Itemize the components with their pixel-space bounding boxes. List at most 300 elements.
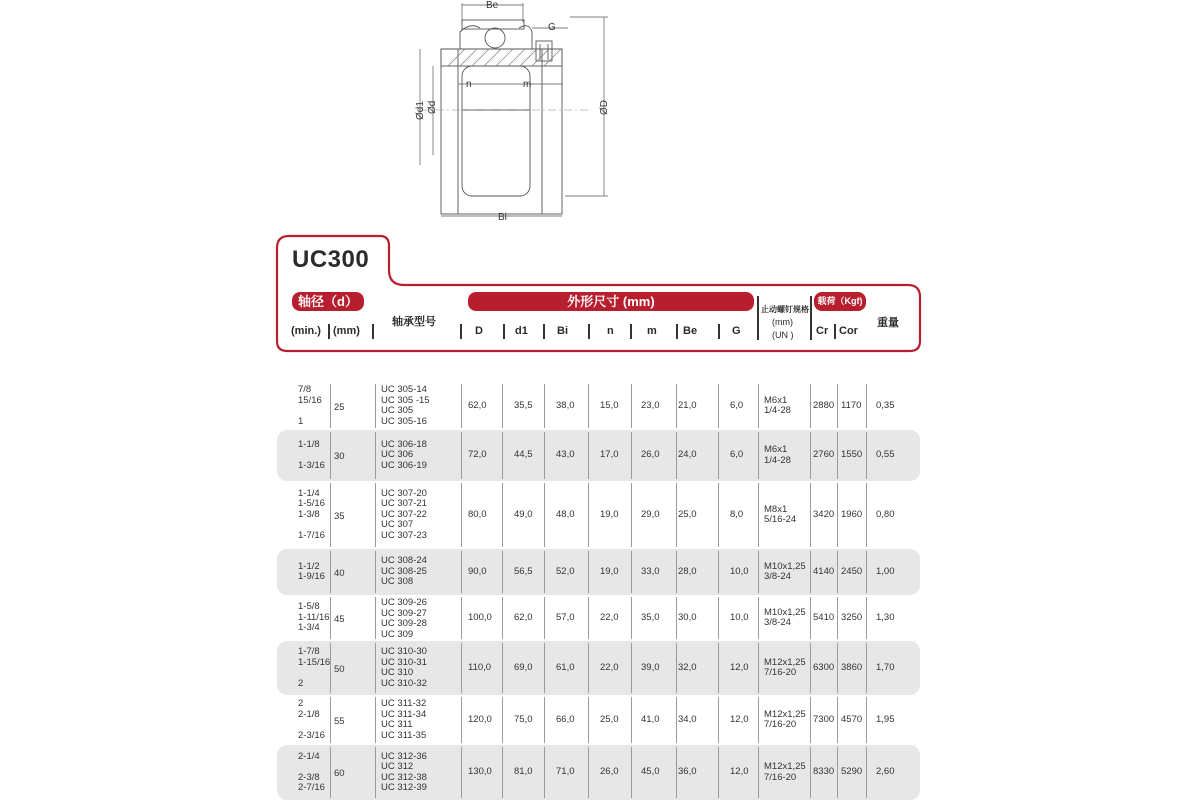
- dim-m: 39,0: [641, 661, 660, 673]
- inch-size: 15/16: [298, 394, 322, 406]
- column-divider: [544, 384, 545, 428]
- dim-m: 45,0: [641, 766, 660, 778]
- min-label: (min.): [291, 325, 321, 337]
- bearing-model: UC 307-21: [381, 498, 427, 510]
- dim-m: 41,0: [641, 713, 660, 725]
- bearing-model: UC 308: [381, 576, 414, 588]
- column-divider: [544, 432, 545, 479]
- inch-size: 1-7/16: [298, 529, 325, 541]
- column-divider: [758, 643, 759, 693]
- column-divider: [676, 551, 677, 593]
- load-cor: 1960: [841, 508, 863, 520]
- bearing-model: UC 306: [381, 449, 414, 461]
- dim-be: 30,0: [678, 611, 697, 623]
- load-cor: 5290: [841, 766, 863, 778]
- weight: 0,55: [876, 449, 895, 461]
- bearing-model-header: 轴承型号: [392, 316, 436, 328]
- column-divider: [330, 747, 331, 798]
- column-divider: [837, 697, 838, 743]
- column-divider: [461, 597, 462, 639]
- bearing-model: UC 311: [381, 719, 413, 730]
- shaft-mm: 55: [334, 715, 345, 727]
- load-cr: 8330: [813, 766, 835, 778]
- bearing-outline: [441, 49, 562, 214]
- column-divider: [631, 643, 632, 693]
- column-divider: [330, 483, 331, 547]
- column-divider: [810, 697, 811, 743]
- column-divider: [375, 747, 376, 798]
- dim-d1: 75,0: [514, 713, 533, 725]
- column-divider: [544, 597, 545, 639]
- dim-g: 10,0: [730, 565, 749, 577]
- inch-size: 1-1/4: [298, 487, 320, 499]
- setscrew-spec: 3/8-24: [764, 571, 791, 582]
- column-divider: [676, 643, 677, 693]
- bearing-model: UC 309: [381, 628, 414, 640]
- table-row: [277, 695, 920, 745]
- load-cor: 1170: [841, 399, 862, 411]
- header-divider: [372, 324, 374, 339]
- dim-d1: 44,5: [514, 449, 533, 461]
- col-Be-header: Be: [683, 325, 698, 337]
- bearing-model: UC 310-32: [381, 677, 427, 689]
- dim-n: 26,0: [600, 766, 619, 778]
- bearing-model: UC 310: [381, 667, 414, 678]
- load-cr: 3420: [813, 508, 835, 520]
- shaft-diameter-pill: 轴径（d）: [292, 292, 364, 311]
- dim-g: 10,0: [730, 611, 749, 623]
- column-divider: [676, 597, 677, 639]
- table-row: [277, 641, 920, 695]
- table-row: [277, 745, 920, 800]
- bearing-model: UC 306-18: [381, 438, 427, 450]
- column-divider: [461, 551, 462, 593]
- dim-g: 6,0: [730, 399, 744, 411]
- column-divider: [866, 483, 867, 547]
- inch-size: 1-15/16: [298, 656, 331, 668]
- dimensions-pill: 外形尺寸 (mm): [468, 292, 754, 311]
- col-d1-header: d1: [515, 325, 528, 337]
- column-divider: [461, 432, 462, 479]
- table-row: [277, 549, 920, 595]
- column-divider: [676, 747, 677, 798]
- col-Cor-header: Cor: [839, 325, 858, 337]
- dim-d1: 49,0: [514, 508, 533, 520]
- column-divider: [810, 551, 811, 593]
- column-divider: [588, 597, 589, 639]
- dim-g: 6,0: [730, 449, 744, 461]
- column-divider: [810, 643, 811, 693]
- weight: 0,80: [876, 508, 895, 520]
- load-cr: 5410: [813, 611, 835, 623]
- column-divider: [631, 697, 632, 743]
- bearing-model: UC 311-35: [381, 729, 427, 741]
- column-divider: [718, 747, 719, 798]
- inch-size: 2-3/8: [298, 771, 320, 783]
- load-cor: 3860: [841, 661, 863, 673]
- column-divider: [588, 643, 589, 693]
- bearing-model: UC 312-36: [381, 750, 427, 762]
- column-divider: [544, 697, 545, 743]
- dim-d-label: Ød: [427, 100, 438, 114]
- bearing-model: UC 312-38: [381, 771, 427, 783]
- dim-m-label: m: [523, 79, 532, 90]
- setscrew-spec: M12x1,25: [764, 656, 806, 668]
- dim-d1: 69,0: [514, 661, 533, 673]
- column-divider: [375, 483, 376, 547]
- column-divider: [502, 597, 503, 639]
- bearing-model: UC 307-20: [381, 487, 427, 499]
- inch-size: 1-1/2: [298, 560, 320, 572]
- dim-bi: 38,0: [556, 399, 575, 411]
- inch-size: 1-7/8: [298, 646, 320, 657]
- table-row: [277, 595, 920, 641]
- setscrew-spec: 7/16-20: [764, 771, 797, 783]
- shaft-mm: 35: [334, 510, 345, 522]
- dim-m: 26,0: [641, 449, 660, 461]
- dim-be: 25,0: [678, 508, 697, 520]
- col-m-header: m: [647, 325, 657, 337]
- setscrew-un: (UN ): [772, 330, 794, 340]
- column-divider: [544, 551, 545, 593]
- bearing-model: UC 307: [381, 519, 414, 531]
- header-divider: [328, 324, 330, 339]
- inch-size: 1-5/16: [298, 498, 325, 510]
- dim-be: 21,0: [678, 399, 697, 411]
- series-title: UC300: [292, 246, 370, 273]
- dim-d1-label: Ød1: [415, 101, 426, 120]
- dim-d: 72,0: [468, 449, 487, 461]
- column-divider: [544, 643, 545, 693]
- header-divider: [757, 296, 759, 340]
- load-pill: 载荷（Kgf): [814, 292, 866, 311]
- table-row: [277, 481, 920, 549]
- inch-size: 1-5/8: [298, 601, 320, 613]
- header-divider: [543, 324, 545, 339]
- dim-d1: 62,0: [514, 611, 533, 623]
- setscrew-spec: 7/16-20: [764, 719, 797, 730]
- shaft-mm: 25: [334, 401, 345, 413]
- dim-bi-label: Bi: [498, 212, 507, 223]
- dim-d: 110,0: [468, 661, 492, 673]
- dim-g: 12,0: [730, 661, 749, 673]
- dim-n: 19,0: [600, 508, 619, 520]
- column-divider: [588, 551, 589, 593]
- dim-n-label: n: [466, 79, 472, 90]
- inch-size: 7/8: [298, 384, 312, 395]
- column-divider: [676, 384, 677, 428]
- column-divider: [810, 597, 811, 639]
- bearing-model: UC 307-22: [381, 508, 427, 520]
- shaft-mm: 60: [334, 768, 345, 780]
- inch-size: 2-1/8: [298, 708, 320, 720]
- dim-d1: 56,5: [514, 565, 533, 577]
- setscrew-mm: (mm): [772, 317, 793, 327]
- column-divider: [375, 551, 376, 593]
- weight-header: 重量: [877, 317, 899, 329]
- weight: 1,00: [876, 565, 895, 577]
- col-D-header: D: [475, 325, 483, 337]
- dim-bi: 66,0: [556, 713, 575, 725]
- dim-be: 34,0: [678, 713, 697, 725]
- column-divider: [837, 747, 838, 798]
- dim-bi: 43,0: [556, 449, 575, 461]
- column-divider: [718, 643, 719, 693]
- setscrew-spec: 5/16-24: [764, 514, 797, 525]
- bearing-model: UC 312-39: [381, 782, 427, 793]
- dim-d: 62,0: [468, 399, 487, 411]
- setscrew-spec: M8x1: [764, 503, 788, 515]
- dim-bi: 52,0: [556, 565, 575, 577]
- mm-label: (mm): [333, 325, 360, 337]
- dim-d: 100,0: [468, 611, 492, 623]
- column-divider: [544, 483, 545, 547]
- bearing-drawing: [0, 0, 1200, 230]
- weight: 1,30: [876, 611, 895, 623]
- inch-size: 2-7/16: [298, 782, 325, 793]
- shaft-mm: 40: [334, 567, 345, 579]
- bearing-model: UC 309-26: [381, 597, 427, 608]
- hatched-section: [441, 49, 562, 66]
- column-divider: [758, 483, 759, 547]
- dim-m: 29,0: [641, 508, 660, 520]
- setscrew-spec: M12x1,25: [764, 708, 806, 720]
- column-divider: [461, 643, 462, 693]
- column-divider: [866, 747, 867, 798]
- column-divider: [837, 597, 838, 639]
- column-divider: [502, 643, 503, 693]
- dim-be: 24,0: [678, 449, 697, 461]
- column-divider: [461, 747, 462, 798]
- column-divider: [718, 432, 719, 479]
- column-divider: [375, 384, 376, 428]
- column-divider: [631, 551, 632, 593]
- load-cr: 2880: [813, 399, 835, 411]
- column-divider: [502, 384, 503, 428]
- load-cr: 7300: [813, 713, 835, 725]
- dim-d: 130,0: [468, 766, 492, 778]
- column-divider: [866, 697, 867, 743]
- column-divider: [330, 432, 331, 479]
- dim-g: 8,0: [730, 508, 744, 520]
- dim-be: 28,0: [678, 565, 697, 577]
- dim-m: 23,0: [641, 399, 660, 411]
- bearing-model: UC 308-24: [381, 555, 427, 567]
- column-divider: [330, 384, 331, 428]
- shaft-mm: 30: [334, 451, 345, 463]
- column-divider: [676, 483, 677, 547]
- bearing-model: UC 311-34: [381, 708, 427, 720]
- dim-n: 25,0: [600, 713, 619, 725]
- load-cor: 1550: [841, 449, 863, 461]
- column-divider: [758, 384, 759, 428]
- weight: 1,70: [876, 661, 895, 673]
- column-divider: [588, 747, 589, 798]
- column-divider: [631, 384, 632, 428]
- dim-d1: 35,5: [514, 399, 533, 411]
- column-divider: [502, 551, 503, 593]
- inch-size: 1-1/8: [298, 438, 320, 450]
- dim-n: 22,0: [600, 661, 619, 673]
- col-n-header: n: [607, 325, 614, 337]
- col-Bi-header: Bi: [557, 325, 568, 337]
- col-Cr-header: Cr: [816, 325, 829, 337]
- bearing-model: UC 307-23: [381, 529, 427, 541]
- bearing-model: UC 305 -15: [381, 394, 430, 406]
- column-divider: [544, 747, 545, 798]
- column-divider: [330, 597, 331, 639]
- dim-n: 15,0: [600, 399, 619, 411]
- column-divider: [810, 483, 811, 547]
- load-cr: 6300: [813, 661, 835, 673]
- column-divider: [810, 384, 811, 428]
- dim-n: 17,0: [600, 449, 619, 461]
- column-divider: [461, 697, 462, 743]
- column-divider: [631, 747, 632, 798]
- inch-size: 1-9/16: [298, 571, 325, 582]
- setscrew-spec: 3/8-24: [764, 617, 791, 628]
- column-divider: [375, 697, 376, 743]
- shaft-mm: 50: [334, 663, 345, 675]
- column-divider: [502, 432, 503, 479]
- bearing-model: UC 311-32: [381, 698, 427, 709]
- column-divider: [810, 432, 811, 479]
- column-divider: [676, 432, 677, 479]
- header-divider: [588, 324, 590, 339]
- inch-size: 1: [298, 415, 304, 427]
- load-cor: 4570: [841, 713, 863, 725]
- column-divider: [502, 697, 503, 743]
- dim-be-label: Be: [486, 0, 499, 11]
- bearing-model: UC 305: [381, 405, 414, 416]
- dim-bi: 48,0: [556, 508, 575, 520]
- column-divider: [758, 432, 759, 479]
- column-divider: [866, 432, 867, 479]
- dim-D-label: ØD: [599, 100, 610, 115]
- column-divider: [810, 747, 811, 798]
- setscrew-spec: M6x1: [764, 444, 788, 455]
- inch-size: 1-11/16: [298, 611, 330, 623]
- header-divider: [676, 324, 678, 339]
- column-divider: [330, 551, 331, 593]
- inch-size: 1-3/16: [298, 459, 325, 471]
- setscrew-spec: 1/4-28: [764, 454, 791, 466]
- inch-size: 1-3/4: [298, 622, 320, 634]
- column-divider: [837, 643, 838, 693]
- column-divider: [837, 432, 838, 479]
- dim-d: 90,0: [468, 565, 487, 577]
- column-divider: [375, 432, 376, 479]
- dim-m: 35,0: [641, 611, 660, 623]
- inch-size: 2-1/4: [298, 750, 320, 762]
- column-divider: [837, 551, 838, 593]
- dim-g: 12,0: [730, 713, 749, 725]
- column-divider: [502, 747, 503, 798]
- bearing-model: UC 309-28: [381, 618, 427, 629]
- table-row: [277, 382, 920, 430]
- header-divider: [834, 324, 836, 339]
- column-divider: [866, 643, 867, 693]
- setscrew-spec: 7/16-20: [764, 667, 797, 678]
- dim-bi: 71,0: [556, 766, 575, 778]
- setscrew-spec: M10x1,25: [764, 560, 806, 572]
- bearing-model: UC 306-19: [381, 459, 427, 471]
- column-divider: [676, 697, 677, 743]
- dim-be: 32,0: [678, 661, 697, 673]
- bearing-model: UC 305-14: [381, 384, 427, 395]
- column-divider: [375, 643, 376, 693]
- header-divider: [718, 324, 720, 339]
- column-divider: [588, 432, 589, 479]
- load-cr: 2760: [813, 449, 835, 461]
- column-divider: [837, 483, 838, 547]
- col-G-header: G: [732, 325, 741, 337]
- bearing-model: UC 310-30: [381, 646, 427, 657]
- setscrew-spec: M10x1,25: [764, 606, 806, 618]
- setscrew-spec: M6x1: [764, 394, 788, 406]
- setscrew-spec: 1/4-28: [764, 405, 791, 416]
- column-divider: [718, 483, 719, 547]
- shaft-mm: 45: [334, 613, 345, 625]
- column-divider: [461, 483, 462, 547]
- bearing-model: UC 305-16: [381, 415, 427, 427]
- dim-n: 22,0: [600, 611, 619, 623]
- bearing-model: UC 312: [381, 761, 414, 772]
- column-divider: [837, 384, 838, 428]
- weight: 0,35: [876, 399, 895, 411]
- load-cr: 4140: [813, 565, 835, 577]
- inch-size: 2-3/16: [298, 729, 325, 741]
- column-divider: [866, 551, 867, 593]
- column-divider: [758, 551, 759, 593]
- dim-g-label: G: [548, 22, 556, 33]
- dim-bi: 57,0: [556, 611, 575, 623]
- header-divider: [630, 324, 632, 339]
- load-cor: 2450: [841, 565, 863, 577]
- column-divider: [758, 747, 759, 798]
- dim-d: 120,0: [468, 713, 492, 725]
- column-divider: [375, 597, 376, 639]
- setscrew-spec: M12x1,25: [764, 761, 806, 772]
- dim-m: 33,0: [641, 565, 660, 577]
- column-divider: [330, 697, 331, 743]
- column-divider: [718, 384, 719, 428]
- weight: 1,95: [876, 713, 895, 725]
- header-divider: [460, 324, 462, 339]
- dim-d: 80,0: [468, 508, 487, 520]
- column-divider: [631, 597, 632, 639]
- inch-size: 1-3/8: [298, 508, 320, 520]
- column-divider: [718, 697, 719, 743]
- column-divider: [588, 697, 589, 743]
- column-divider: [502, 483, 503, 547]
- bearing-model: UC 308-25: [381, 565, 427, 577]
- column-divider: [330, 643, 331, 693]
- column-divider: [758, 697, 759, 743]
- column-divider: [718, 597, 719, 639]
- dim-bi: 61,0: [556, 661, 575, 673]
- column-divider: [588, 483, 589, 547]
- column-divider: [866, 597, 867, 639]
- column-divider: [588, 384, 589, 428]
- column-divider: [758, 597, 759, 639]
- header-divider: [810, 296, 812, 340]
- dim-be: 36,0: [678, 766, 697, 778]
- header-divider: [503, 324, 505, 339]
- column-divider: [461, 384, 462, 428]
- dim-g: 12,0: [730, 766, 749, 778]
- dim-d1: 81,0: [514, 766, 533, 778]
